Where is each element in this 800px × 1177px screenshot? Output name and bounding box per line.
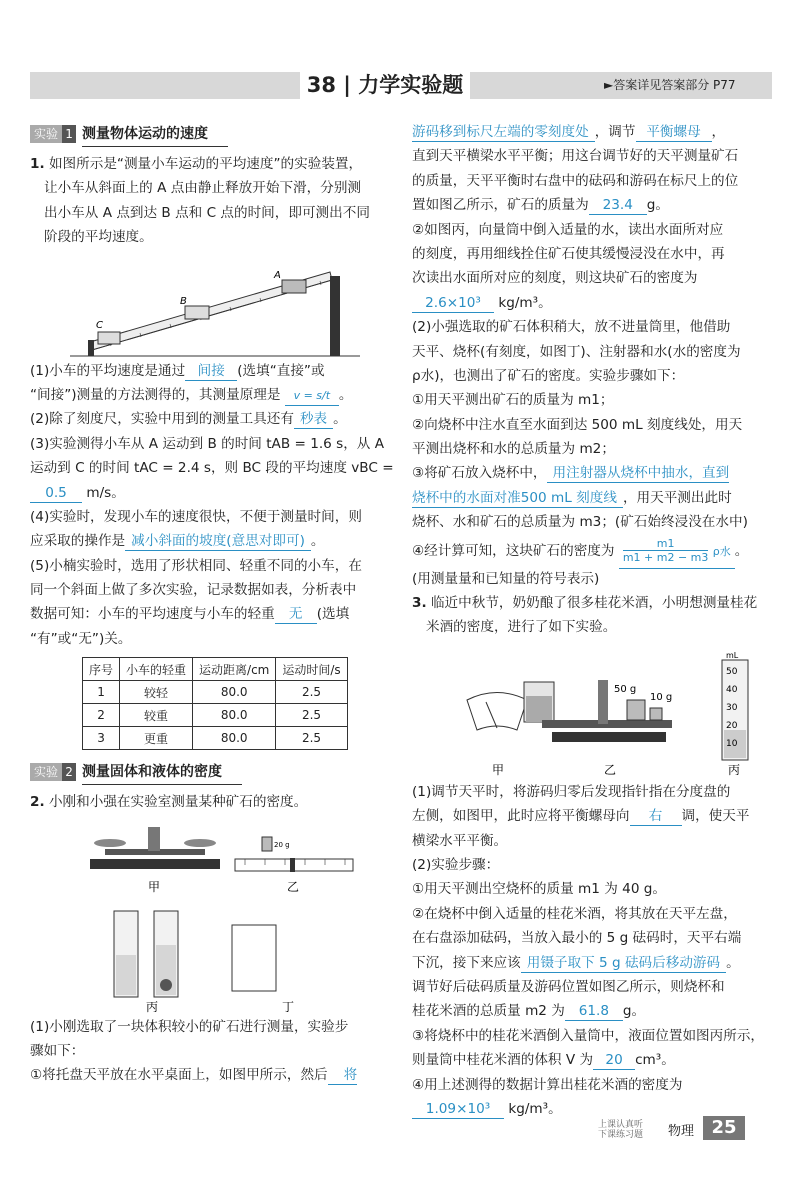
cylinder-unit: mL bbox=[726, 650, 739, 660]
answer-1: 间接 bbox=[185, 362, 237, 381]
fig3-label-jia: 甲 bbox=[492, 762, 505, 777]
table-header: 序号 小车的轻重 运动距离/cm 运动时间/s bbox=[83, 658, 348, 681]
weight-50g: 50 g bbox=[614, 683, 637, 695]
answer-inject-1: 用注射器从烧杯中抽水，直到 bbox=[547, 464, 730, 483]
cylinder-tick: 20 bbox=[726, 720, 738, 731]
fig3-label-yi: 乙 bbox=[604, 762, 617, 777]
data-table bbox=[82, 657, 348, 750]
fig-label-ding: 丁 bbox=[282, 999, 295, 1014]
fig-label-bing: 丙 bbox=[146, 999, 159, 1014]
cylinder-tick: 30 bbox=[726, 702, 738, 713]
fig-label-yi: 乙 bbox=[287, 879, 300, 894]
answer-5: 减小斜面的坡度(意思对即可) bbox=[125, 532, 311, 551]
cylinder-tick: 50 bbox=[726, 666, 738, 677]
balance-figures bbox=[30, 815, 376, 1015]
table-row: 2 较重 80.0 2.5 bbox=[83, 704, 348, 727]
section-2-heading: 实验 2 测量固体和液体的密度 bbox=[30, 760, 376, 784]
answer-inject-2: 烧杯中的水面对准500 mL 刻度线 bbox=[412, 489, 623, 508]
label-a: A bbox=[274, 269, 281, 281]
subject-label: 物理 bbox=[668, 1124, 695, 1139]
answer-nut: 平衡螺母 bbox=[636, 123, 712, 142]
answer-move-start: 将 bbox=[328, 1066, 358, 1085]
page-number: 25 bbox=[703, 1116, 745, 1140]
weight-label: 20 g bbox=[274, 840, 290, 849]
answer-density: 2.6×10³ bbox=[412, 294, 494, 313]
table-row: 1 较轻 80.0 2.5 bbox=[83, 681, 348, 704]
answer-volume: 20 bbox=[593, 1051, 635, 1070]
left-column: 实验 1 测量物体运动的速度 1. 如图所示是“测量小车运动的平均速度”的实验装置， 让小车从斜面上的 A 点由静止释放开始下滑，分别测 出小车从 A 点到达 B 点和 C 点的时间，即可测出不同 阶段的平均速度。 C B A (1)小车的平均速度是通过 间接 (选填“直接”或 “间接”)测量的方法测得的，其测量原理是 v = s/t 。 (2)除了刻度尺，实验中用到的测量工具还有 秒表 。 (3)实验测得小车从 A 运动到 B 的时间 tAB = 1.6 s，从 A 运动到 C 的时间 tAC = 2.4 s，则 BC 段的平均速度 vBC = 0.5 m/s。 (4)实验时，发现小车的速度很快，不便于测量时间，则 应采取的操作是 减小斜面的坡度(意思对即可) 。 (5)小楠实验时，选用了形状相同、轻重不同的小车，在 同一个斜面上做了多次实验，记录数据如表，分析表中 数据可知：小车的平均速度与小车的轻重 无 (选填 “有”或“无”)关。 序号 小车的轻重 运动距离/cm 运动时间/s 1 较轻 80.0 2.5 2 较重 80.0 2.5 3 更重 80.0 2.5 实验 2 测量固体和液体的密度 2. 小刚和小强在实验室测量某种矿石的密度。 甲 20 g 乙 丙 丁 (1)小刚选取了一块体积较小的矿石进行测量，实验步 骤如下： ①将托盘天平放在水平桌面上，如图甲所示，然后 将 bbox=[30, 120, 376, 1088]
answer-reference: ►答案详见答案部分 P77 bbox=[604, 78, 736, 92]
table-row: 3 更重 80.0 2.5 bbox=[83, 727, 348, 750]
wine-balance-figures bbox=[412, 640, 758, 780]
label-b: B bbox=[180, 295, 187, 307]
answer-move: 游码移到标尺左端的零刻度处 bbox=[412, 123, 595, 142]
label-c: C bbox=[96, 319, 103, 331]
answer-3: 秒表 bbox=[294, 410, 333, 429]
right-column: 游码移到标尺左端的零刻度处 ，调节 平衡螺母 ， 直到天平横梁水平平衡；用这台调节好的天平测量矿石 的质量，天平平衡时右盘中的砝码和游码在标尺上的位 置如图乙所示，矿石的质量为 23.4 g。 ②如图丙，向量筒中倒入适量的水，读出水面所对应 的刻度，再用细线拴住矿石使其缓慢浸没在水中，再 次读出水面所对应的刻度，则这块矿石的密度为 2.6×10³ kg/m³。 (2)小强选取的矿石体积稍大，放不进量筒里，他借助 天平、烧杯(有刻度，如图丁)、注射器和水(水的密度为 ρ水)，也测出了矿石的密度。实验步骤如下： ①用天平测出矿石的质量为 m1； ②向烧杯中注水直至水面到达 500 mL 刻度线处，用天 平测出烧杯和水的总质量为 m2； ③将矿石放入烧杯中， 用注射器从烧杯中抽水，直到 烧杯中的水面对准500 mL 刻度线 ，用天平测出此时 烧杯、水和矿石的总质量为 m3；(矿石始终浸没在水中) ④经计算可知，这块矿石的密度为 $\frac{m1}{m1 + m2 - m3}$ ρ水 。 (用测量量和已知量的符号表示) 3. 临近中秋节，奶奶酿了很多桂花米酒，小明想测量桂花 米酒的密度，进行了如下实验。 甲 50 g 10 g 乙 mL 50 40 30 20 10 丙 (1)调节天平时，将游码归零后发现指针指在分度盘的 左侧，如图甲，此时应将平衡螺母向 右 调，使天平 横梁水平平衡。 (2)实验步骤： ①用天平测出空烧杯的质量 m1 为 40 g。 ②在烧杯中倒入适量的桂花米酒，将其放在天平左盘， 在右盘添加砝码，当放入最小的 5 g 砝码时，天平右端 下沉，接下来应该 用镊子取下 5 g 砝码后移动游码 。 调节好后砝码质量及游码位置如图乙所示，则烧杯和 桂花米酒的总质量 m2 为 61.8 g。 ③将烧杯中的桂花米酒倒入量筒中，液面位置如图丙所示， 则量筒中桂花米酒的体积 V 为 20 cm³。 ④用上述测得的数据计算出桂花米酒的密度为 1.09×10³ kg/m³。 bbox=[412, 124, 765, 1117]
answer-mass: 23.4 bbox=[589, 196, 647, 215]
answer-rho: 1.09×10³ bbox=[412, 1100, 504, 1119]
cylinder-tick: 10 bbox=[726, 738, 738, 749]
incline-figure bbox=[30, 254, 376, 359]
section-1-heading: 实验 1 测量物体运动的速度 bbox=[30, 122, 376, 146]
fig-label-jia: 甲 bbox=[148, 879, 161, 894]
answer-2: v = s/t bbox=[285, 387, 339, 406]
weight-10g: 10 g bbox=[650, 691, 673, 703]
answer-6: 无 bbox=[275, 605, 317, 624]
cylinder-tick: 40 bbox=[726, 684, 738, 695]
answer-density-formula: $\frac{m1}{m1 + m2 - m3}$ ρ水 bbox=[619, 535, 735, 569]
answer-right: 右 bbox=[630, 807, 682, 826]
answer-tweezers: 用镊子取下 5 g 砝码后移动游码 bbox=[521, 954, 726, 973]
footer-tags: 上课认真听 下课练习题 bbox=[598, 1120, 644, 1140]
page-title: 38 | 力学实验题 bbox=[300, 68, 470, 102]
fig3-label-bing: 丙 bbox=[728, 762, 741, 777]
answer-4: 0.5 bbox=[30, 484, 82, 503]
answer-m2: 61.8 bbox=[565, 1002, 623, 1021]
